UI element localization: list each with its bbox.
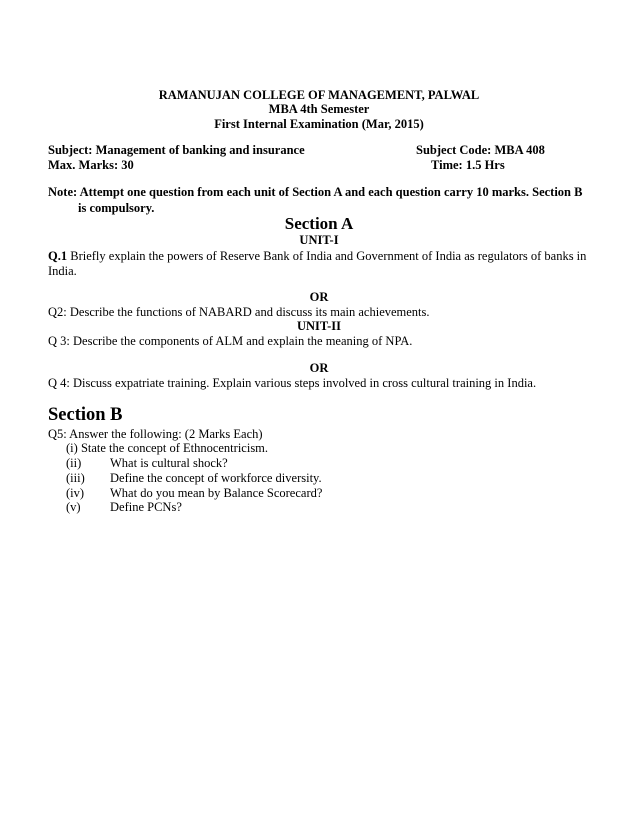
question-3: Q 3: Describe the components of ALM and explain the meaning of NPA. xyxy=(48,334,413,348)
list-item-text: Define the concept of workforce diversity. xyxy=(110,471,322,485)
section-b-title: Section B xyxy=(48,405,123,425)
list-item xyxy=(66,486,322,501)
subject-code: Subject Code: MBA 408 xyxy=(416,143,545,157)
unit-2-heading: UNIT-II xyxy=(296,319,341,333)
note-line-1: Note: Attempt one question from each unit of Section A and each question carry 10 marks. Section B xyxy=(48,185,583,199)
list-item-number: (v) xyxy=(66,500,81,514)
question-1 xyxy=(48,249,586,264)
question-1-number: Q.1 xyxy=(48,249,68,263)
semester: MBA 4th Semester xyxy=(268,102,370,116)
list-item-number: (ii) xyxy=(66,456,82,470)
list-item-text: Define PCNs? xyxy=(110,500,182,514)
question-1-text: Briefly explain the powers of Reserve Bank of India and Government of India as regulators of banks in xyxy=(70,249,587,263)
list-item-text: What is cultural shock? xyxy=(110,456,228,470)
list-item-text: What do you mean by Balance Scorecard? xyxy=(110,486,323,500)
list-item xyxy=(66,456,228,471)
list-item xyxy=(66,471,322,486)
list-item-number: (i) xyxy=(66,441,78,455)
note-line-2: is compulsory. xyxy=(78,201,155,215)
question-2: Q2: Describe the functions of NABARD and discuss its main achievements. xyxy=(48,305,430,319)
college-name: RAMANUJAN COLLEGE OF MANAGEMENT, PALWAL xyxy=(158,88,480,102)
list-item xyxy=(66,441,268,456)
list-item-number: (iii) xyxy=(66,471,85,485)
list-item xyxy=(66,500,182,515)
time-allowed: Time: 1.5 Hrs xyxy=(431,158,505,172)
question-4: Q 4: Discuss expatriate training. Explain various steps involved in cross cultural training in India. xyxy=(48,376,537,390)
question-1-continuation: India. xyxy=(48,264,77,278)
max-marks: Max. Marks: 30 xyxy=(48,158,134,172)
exam-title: First Internal Examination (Mar, 2015) xyxy=(214,117,424,131)
or-separator-2: OR xyxy=(309,361,329,375)
section-a-title: Section A xyxy=(284,214,354,233)
subject: Subject: Management of banking and insurance xyxy=(48,143,305,157)
list-item-text: State the concept of Ethnocentricism. xyxy=(80,441,269,455)
or-separator-1: OR xyxy=(309,290,329,304)
unit-1-heading: UNIT-I xyxy=(299,233,339,247)
list-item-number: (iv) xyxy=(66,486,85,500)
question-5: Q5: Answer the following: (2 Marks Each) xyxy=(48,427,263,441)
